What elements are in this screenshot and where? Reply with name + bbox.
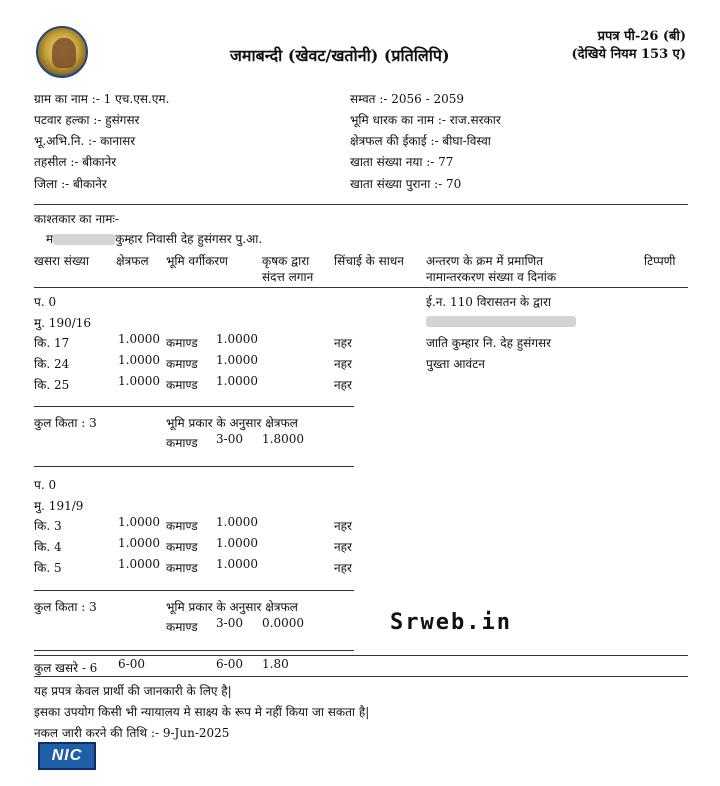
- area-value: 1.0000: [118, 536, 160, 550]
- cultivator-name-prefix: म: [46, 232, 54, 246]
- mutation-entry: जाति कुम्हार नि. देह हुसंगसर: [426, 336, 552, 350]
- land-type-value-2: 0.0000: [262, 616, 304, 630]
- land-type: कमाण्ड: [166, 620, 198, 634]
- kila-number: कि. 25: [34, 378, 70, 392]
- murabba-number: मु. 190/16: [34, 316, 92, 330]
- land-holder-name: भूमि धारक का नाम :- राज.सरकार: [350, 113, 501, 127]
- patti-number: प. 0: [34, 295, 57, 309]
- col-area: क्षेत्रफल: [116, 254, 149, 268]
- classification-type: कमाण्ड: [166, 540, 198, 554]
- land-type: कमाण्ड: [166, 436, 198, 450]
- total-value-3: 1.80: [262, 657, 289, 671]
- patwar-halka: पटवार हल्का :- हुसंगसर: [34, 113, 140, 127]
- area-by-type-label: भूमि प्रकार के अनुसार क्षेत्रफल: [166, 416, 298, 430]
- state-emblem-logo: [36, 26, 88, 78]
- classification-type: कमाण्ड: [166, 519, 198, 533]
- kila-number: कि. 4: [34, 540, 62, 554]
- divider: [34, 650, 354, 651]
- irrigation-source: नहर: [334, 561, 352, 575]
- classification-area: 1.0000: [216, 557, 258, 571]
- classification-area: 1.0000: [216, 536, 258, 550]
- area-unit: क्षेत्रफल की ईकाई :- बीघा-विस्वा: [350, 134, 491, 148]
- mutation-entry: ई.न. 110 विरासतन के द्वारा: [426, 295, 551, 309]
- classification-area: 1.0000: [216, 515, 258, 529]
- murabba-number: मु. 191/9: [34, 499, 84, 513]
- divider: [34, 466, 354, 467]
- kila-number: कि. 3: [34, 519, 62, 533]
- irrigation-source: नहर: [334, 378, 352, 392]
- account-number-old: खाता संख्या पुराना :- 70: [350, 177, 462, 191]
- samvat: सम्वत :- 2056 - 2059: [350, 92, 465, 106]
- classification-type: कमाण्ड: [166, 357, 198, 371]
- col-mutation-2: नामान्तरकरण संख्या व दिनांक: [426, 270, 557, 284]
- area-value: 1.0000: [118, 515, 160, 529]
- area-by-type-label: भूमि प्रकार के अनुसार क्षेत्रफल: [166, 600, 298, 614]
- classification-type: कमाण्ड: [166, 378, 198, 392]
- col-rent-2: संदत्त लगान: [262, 270, 314, 284]
- divider: [34, 655, 688, 656]
- divider: [34, 590, 354, 591]
- land-type-value-1: 3-00: [216, 432, 243, 446]
- issue-date: नकल जारी करने की तिथि :- 9-Jun-2025: [34, 726, 230, 740]
- total-kila: कुल किता : 3: [34, 416, 97, 430]
- land-record-inspector: भू.अभि.नि. :- कानासर: [34, 134, 136, 148]
- classification-type: कमाण्ड: [166, 561, 198, 575]
- cultivator-label: काश्तकार का नामः-: [34, 212, 119, 226]
- kila-number: कि. 5: [34, 561, 62, 575]
- district: जिला :- बीकानेर: [34, 177, 107, 191]
- divider: [34, 676, 688, 677]
- area-value: 1.0000: [118, 332, 160, 346]
- total-value-1: 6-00: [118, 657, 145, 671]
- rule-reference: (देखिये नियम 153 ए): [571, 47, 686, 62]
- classification-area: 1.0000: [216, 374, 258, 388]
- divider: [34, 287, 688, 288]
- mutation-entry: पुख्ता आवंटन: [426, 357, 485, 371]
- col-rent-1: कृषक द्वारा: [262, 254, 310, 268]
- col-irrigation: सिंचाई के साधन: [334, 254, 404, 268]
- irrigation-source: नहर: [334, 357, 352, 371]
- irrigation-source: नहर: [334, 336, 352, 350]
- cultivator-name: [46, 230, 262, 247]
- kila-number: कि. 24: [34, 357, 70, 371]
- watermark-text: Srweb.in: [390, 610, 512, 635]
- village-name: ग्राम का नाम :- 1 एच.एस.एम.: [34, 92, 170, 106]
- account-number-new: खाता संख्या नया :- 77: [350, 155, 454, 169]
- redacted-name: [53, 234, 115, 245]
- form-number: प्रपत्र पी-26 (बी): [597, 29, 686, 44]
- col-khasra: खसरा संख्या: [34, 254, 89, 268]
- total-khasra: कुल खसरे - 6: [34, 661, 98, 675]
- classification-area: 1.0000: [216, 353, 258, 367]
- col-remarks: टिप्पणी: [644, 254, 676, 268]
- divider: [34, 204, 688, 205]
- mutation-redacted: [426, 314, 576, 328]
- area-value: 1.0000: [118, 353, 160, 367]
- total-value-2: 6-00: [216, 657, 243, 671]
- tehsil: तहसील :- बीकानेर: [34, 155, 117, 169]
- col-classification: भूमि वर्गीकरण: [166, 254, 228, 268]
- land-type-value-2: 1.8000: [262, 432, 304, 446]
- classification-area: 1.0000: [216, 332, 258, 346]
- total-kila: कुल किता : 3: [34, 600, 97, 614]
- irrigation-source: नहर: [334, 519, 352, 533]
- redacted-text: [426, 316, 576, 327]
- nic-logo: NIC: [38, 742, 96, 770]
- irrigation-source: नहर: [334, 540, 352, 554]
- kila-number: कि. 17: [34, 336, 70, 350]
- classification-type: कमाण्ड: [166, 336, 198, 350]
- area-value: 1.0000: [118, 374, 160, 388]
- col-mutation-1: अन्तरण के क्रम में प्रमाणित: [426, 254, 544, 268]
- cultivator-name-suffix: कुम्हार निवासी देह हुसंगसर पु.आ.: [115, 232, 263, 246]
- area-value: 1.0000: [118, 557, 160, 571]
- divider: [34, 406, 354, 407]
- note-info-only: यह प्रपत्र केवल प्रार्थी की जानकारी के लिए है|: [34, 684, 232, 698]
- land-type-value-1: 3-00: [216, 616, 243, 630]
- note-not-evidence: इसका उपयोग किसी भी न्यायालय मे साक्ष्य के रूप मे नहीं किया जा सकता है|: [34, 705, 370, 719]
- patti-number: प. 0: [34, 478, 57, 492]
- page-title: जमाबन्दी (खेवट/खतोनी) (प्रतिलिपि): [230, 46, 450, 65]
